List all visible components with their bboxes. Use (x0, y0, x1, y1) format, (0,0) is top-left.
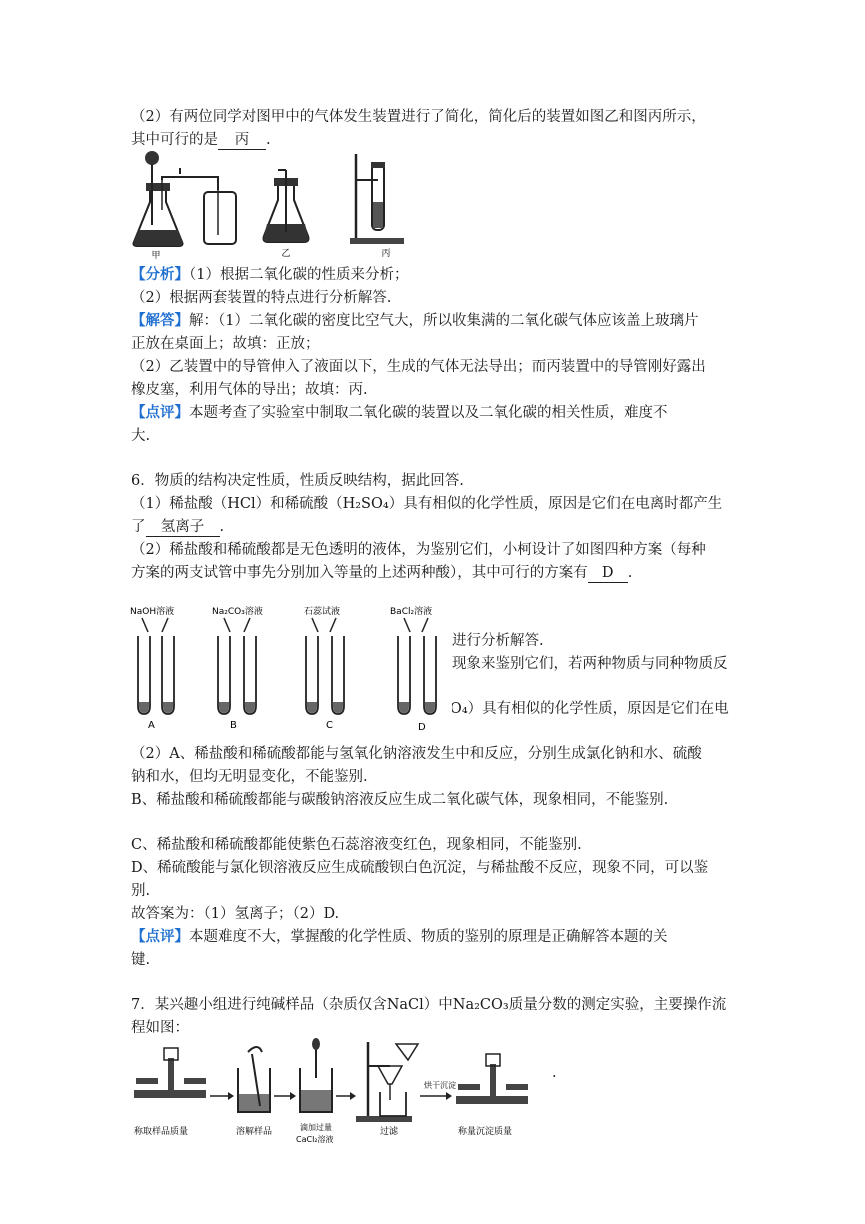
q5-comment-line2: 大. (131, 428, 151, 444)
analysis-tag: 【分析】 (131, 266, 189, 283)
q6-answer-c: C、稀盐酸和稀硫酸都能使紫色石蕊溶液变红色，现象相同，不能鉴别. (131, 837, 582, 853)
balance-icon-1 (134, 1048, 206, 1137)
q6-answer-a-line1: （2）A、稀盐酸和稀硫酸都能与氢氧化钠溶液发生中和反应，分别生成氯化钠和水、硫酸 (131, 746, 702, 762)
q6-part2-line2: 方案的两支试管中事先分别加入等量的上述两种酸），其中可行的方案有 D . (131, 565, 633, 581)
q5-answer-blank: 丙 (218, 131, 266, 150)
flow-label-3: 滴加过量 (300, 1123, 332, 1132)
fig-label-yi: 乙 (281, 249, 291, 259)
flow-label-1: 称取样品质量 (134, 1127, 189, 1137)
reagent-label-d: BaCl₂溶液 (390, 607, 433, 617)
q5-comment-line1: 【点评】本题考查了实验室中制取二氧化碳的装置以及二氧化碳的相关性质，难度不 (131, 404, 668, 421)
q6-final-answer: 故答案为：（1）氢离子；（2）D. (131, 906, 340, 922)
q5-analysis-line2: （2）根据两套装置的特点进行分析解答. (131, 290, 392, 306)
q5-part2-text: 其中可行的是 (131, 132, 218, 148)
q6-answer-blank-2: D (588, 564, 628, 583)
q6-part1-line1: （1）稀盐酸（HCl）和稀硫酸（H₂SO₄）具有相似的化学性质，原因是它们在电离时都产生 (131, 496, 723, 512)
q5-part2-line1: （2）有两位同学对图甲中的气体发生装置进行了简化，简化后的装置如图乙和图丙所示， (131, 109, 706, 125)
q6-part2-line1: （2）稀盐酸和稀硫酸都是无色透明的液体，为鉴别它们，小柯设计了如图四种方案（每种 (131, 542, 706, 558)
q6-occluded-line3: SO₄）具有相似的化学性质，原因是它们在电 (440, 701, 729, 717)
q6-occluded-line2: 现象来鉴别它们，若两种物质与同种物质反 (452, 656, 728, 672)
q7-stem-line2: 程如图： (131, 1020, 189, 1036)
reagent-label-a: NaOH溶液 (130, 607, 175, 617)
tube-letter-b: B (230, 720, 237, 731)
q5-answer-line3: （2）乙装置中的导管伸入了液面以下，生成的气体无法导出；而丙装置中的导管刚好露出 (131, 359, 706, 375)
beaker-icon-dissolve (236, 1047, 272, 1137)
q6-part1-line2: 了 氢离子 . (131, 519, 225, 535)
q6-stem: 6．物质的结构决定性质，性质反映结构，据此回答. (131, 473, 464, 489)
q6-answer-b: B、稀盐酸和稀硫酸都能与碳酸钠溶液反应生成二氧化碳气体，现象相同，不能鉴别. (131, 792, 669, 808)
q7-trailing-period: . (552, 1065, 557, 1081)
q6-test-tubes-figure (128, 602, 452, 734)
q6-answer-a-line2: 钠和水，但均无明显变化，不能鉴别. (131, 769, 368, 785)
flow-label-6: 称量沉淀质量 (458, 1127, 513, 1137)
tube-set-d (390, 605, 436, 733)
q5-answer-line1: 【解答】解：（1）二氧化碳的密度比空气大，所以收集满的二氧化碳气体应该盖上玻璃片 (131, 312, 699, 329)
beaker-icon-cacl2 (296, 1038, 334, 1144)
reagent-label-b: Na₂CO₃溶液 (212, 607, 263, 617)
reagent-label-c: 石蕊试液 (304, 607, 341, 617)
comment-tag: 【点评】 (131, 404, 189, 421)
q7-flow-figure (128, 1038, 538, 1150)
q6-answer-d-line2: 别. (131, 883, 151, 899)
q5-part2-line2: 其中可行的是 丙 . (131, 132, 271, 148)
tube-set-a (130, 605, 174, 731)
q5-answer-line4: 橡皮塞，利用气体的导出；故填：丙. (131, 382, 368, 398)
fig-label-bing: 丙 (381, 249, 391, 259)
flow-label-5: 过滤 (380, 1127, 399, 1137)
q6-answer-blank-1: 氢离子 (146, 518, 220, 537)
filter-stand-icon (356, 1042, 418, 1137)
q5-analysis-line1: 【分析】（1）根据二氧化碳的性质来分析； (131, 266, 409, 283)
tube-letter-d: D (418, 722, 426, 733)
comment-tag-q6: 【点评】 (131, 928, 189, 945)
q6-comment-line2: 键. (131, 952, 151, 968)
flow-label-2: 溶解样品 (236, 1127, 273, 1137)
answer-tag: 【解答】 (131, 312, 189, 329)
q7-stem-line1: 7．某兴趣小组进行纯碱样品（杂质仅含NaCl）中Na₂CO₃质量分数的测定实验，主要操作流 (131, 997, 727, 1013)
flow-label-4: CaCl₂溶液 (296, 1135, 334, 1144)
flow-arrow-label: 烘干沉淀 (424, 1081, 456, 1090)
tube-letter-c: C (326, 720, 333, 731)
tube-set-c (304, 605, 344, 731)
tube-letter-a: A (148, 720, 155, 731)
q6-occluded-line1: 进行分析解答. (452, 633, 544, 649)
q6-answer-d-line1: D、稀硫酸能与氯化钡溶液反应生成硫酸钡白色沉淀，与稀盐酸不反应，现象不同，可以鉴 (131, 860, 709, 876)
tube-set-b (212, 605, 263, 731)
balance-icon-2 (456, 1054, 528, 1137)
fig-label-jia: 甲 (151, 251, 161, 261)
q6-comment-line1: 【点评】本题难度不大，掌握酸的化学性质、物质的鉴别的原理是正确解答本题的关 (131, 928, 668, 945)
q5-answer-line2: 正放在桌面上；故填：正放； (131, 336, 320, 352)
q5-apparatus-figure (128, 150, 418, 262)
